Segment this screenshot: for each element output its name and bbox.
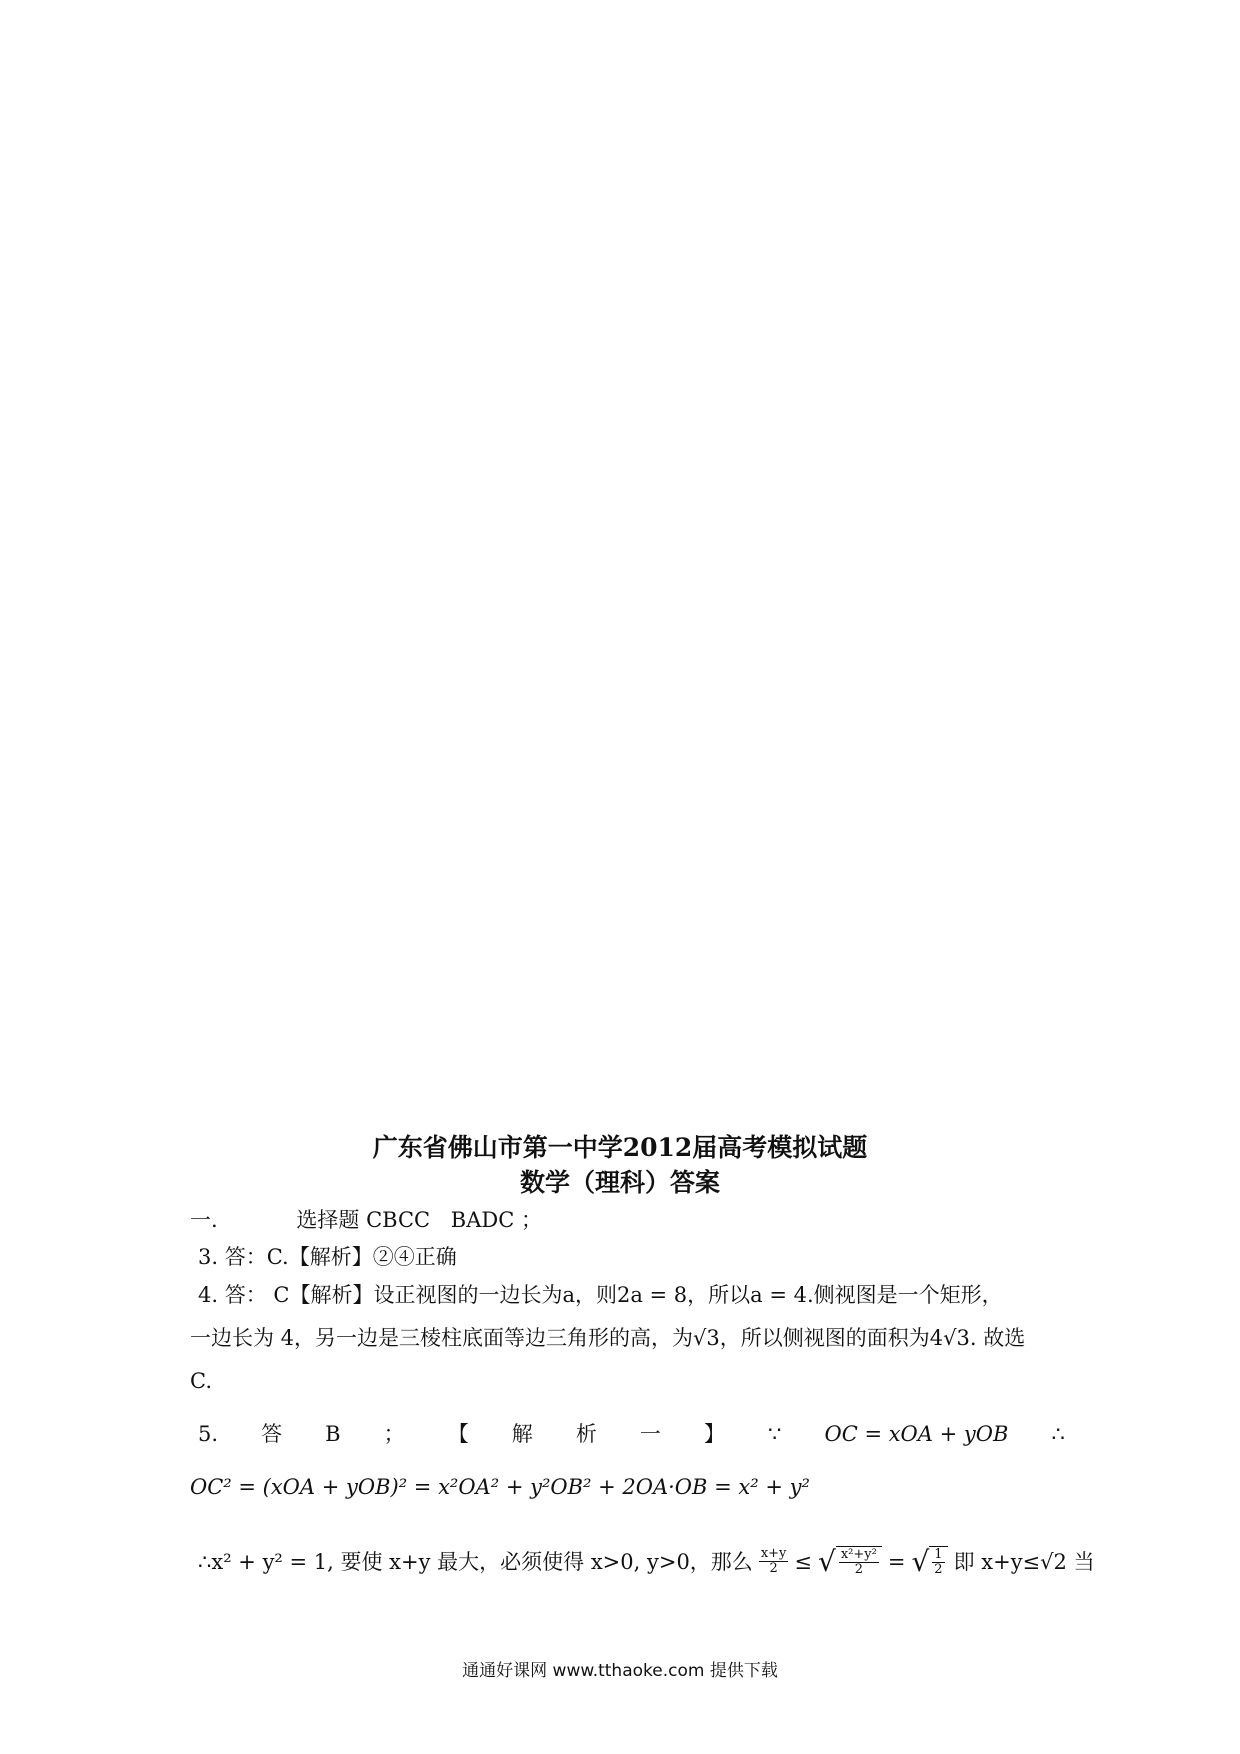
q5-token: 答	[261, 1422, 283, 1446]
answer-q5-line2: OC² = (xOA + yOB)² = x²OA² + y²OB² + 2OA·OB = x² + y²	[190, 1475, 810, 1499]
sqrt-expression: √ $\frac{\text{x²+y²}}{2}$	[818, 1546, 882, 1577]
q5-token: B	[325, 1422, 341, 1446]
answer-q4-line1: 4. 答： C【解析】设正视图的一边长为a，则2a = 8，所以a = 4.侧视图是一个矩形，	[198, 1283, 1003, 1307]
q5-token: 解	[511, 1422, 533, 1446]
le-symbol: ≤	[794, 1549, 812, 1574]
answer-q4-line3: C.	[190, 1369, 212, 1393]
answer-q3: 3. 答：C.【解析】②④正确	[198, 1245, 457, 1269]
section-choice-answers	[190, 1206, 542, 1234]
q5-token: 5.	[198, 1422, 219, 1446]
q5-line3-text: ∴x² + y² = 1, 要使 x+y 最大，必须使得 x>0, y>0，那么	[198, 1549, 753, 1574]
therefore-symbol: ∴	[1051, 1422, 1065, 1446]
sqrt-half: √ $\frac{1}{2}$	[911, 1546, 947, 1577]
answer-q4-line2: 一边长为 4，另一边是三棱柱底面等边三角形的高，为√3，所以侧视图的面积为4√3. 故选	[190, 1326, 1026, 1350]
footer-download-note: 通通好课网 www.tthaoke.com 提供下载	[462, 1661, 778, 1681]
vector-equation: OC = xOA + yOB	[824, 1422, 1009, 1446]
q5-token: 析	[575, 1422, 597, 1446]
q5-token: 【	[447, 1422, 469, 1446]
radical-icon: √	[911, 1544, 930, 1578]
q5-token: ；	[383, 1422, 405, 1446]
section-number: 一.	[190, 1208, 218, 1232]
doc-title: 广东省佛山市第一中学2012届高考模拟试题	[372, 1133, 868, 1162]
eq-symbol: =	[887, 1549, 906, 1574]
radical-icon: √	[818, 1544, 836, 1578]
q5-token: 一	[639, 1422, 661, 1446]
answers-group-a: CBCC	[366, 1208, 431, 1232]
section-label: 选择题	[296, 1208, 360, 1232]
fraction-xy-over-2: $\frac{x+y}{2}$	[760, 1546, 787, 1576]
because-symbol: ∵	[768, 1422, 782, 1446]
q5-token: 】	[703, 1422, 725, 1446]
answer-q5-line3	[198, 1546, 1095, 1577]
answers-end: ；	[520, 1208, 542, 1232]
q5-line3-tail: 即 x+y≤√2 当	[953, 1549, 1095, 1574]
doc-subtitle: 数学（理科）答案	[519, 1168, 720, 1197]
answer-q5-line1	[198, 1420, 1065, 1448]
answers-group-b: BADC	[450, 1208, 515, 1232]
